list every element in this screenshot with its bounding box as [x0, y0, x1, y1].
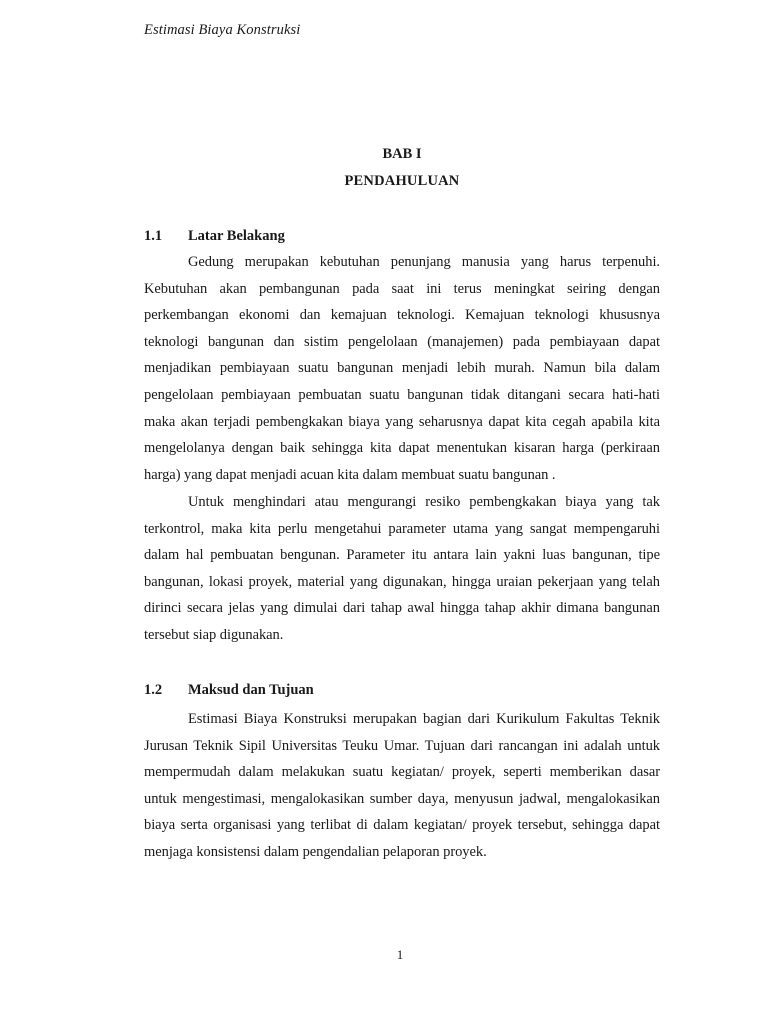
section-heading-maksud-dan-tujuan — [144, 682, 314, 699]
section-title: Latar Belakang — [188, 228, 285, 244]
chapter-number: BAB I — [382, 146, 422, 162]
section-number: 1.2 — [144, 682, 163, 698]
section-heading-latar-belakang — [144, 228, 285, 245]
page-number: 1 — [396, 947, 404, 962]
paragraph: Untuk menghindari atau mengurangi resiko pembengkakan biaya yang tak terkontrol, maka kita perlu mengetahui parameter utama yang sangat mempengaruhi dalam hal pembuatan bengunan. Parameter itu antara lain yakni luas bangunan, tipe bangunan, lokasi proyek, material yang digunakan, hingga uraian pekerjaan yang telah dirinci secara jelas yang dimulai dari tahap awal hingga tahap akhir dimana bangunan tersebut siap digunakan. — [144, 494, 660, 643]
running-header: Estimasi Biaya Konstruksi — [144, 22, 301, 38]
section-number: 1.1 — [144, 228, 163, 244]
paragraph: Gedung merupakan kebutuhan penunjang manusia yang harus terpenuhi. Kebutuhan akan pembangunan pada saat ini terus meningkat seiring dengan perkembangan ekonomi dan kemajuan teknologi. Kemajuan teknologi khususnya teknologi bangunan dan sistim pengelolaan (manajemen) pada pembiayaan dapat menjadikan pembiayaan suatu bangunan menjadi lebih murah. Namun bila dalam pengelolaan pembiayaan pembuatan suatu bangunan tidak ditangani secara hati-hati maka akan terjadi pembengkakan biaya yang seharusnya dapat kita cegah apabila kita mengelolanya dengan baik sehingga kita dapat menentukan kisaran harga (perkiraan harga) yang dapat menjadi acuan kita dalam membuat suatu bangunan . — [144, 254, 660, 483]
section-title: Maksud dan Tujuan — [188, 682, 314, 698]
paragraph: Estimasi Biaya Konstruksi merupakan bagian dari Kurikulum Fakultas Teknik Jurusan Teknik Sipil Universitas Teuku Umar. Tujuan dari rancangan ini adalah untuk mempermudah dalam melakukan suatu kegiatan/ proyek, seperti memberikan dasar untuk mengestimasi, mengalokasikan sumber daya, menyusun jadwal, mengalokasikan biaya serta organisasi yang terlibat di dalam kegiatan/ proyek tersebut, sehingga dapat menjaga konsistensi dalam pengendalian pelaporan proyek. — [144, 711, 660, 860]
chapter-title: PENDAHULUAN — [344, 173, 460, 189]
